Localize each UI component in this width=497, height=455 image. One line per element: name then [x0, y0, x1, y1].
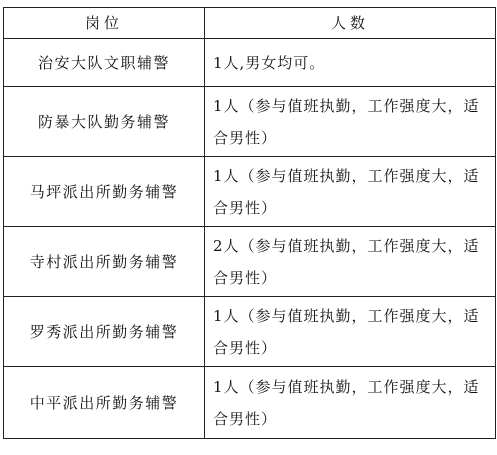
positions-table [3, 7, 496, 439]
count-cell: 1人,男女均可。 [205, 39, 496, 87]
position-cell: 治安大队文职辅警 [4, 39, 205, 87]
count-cell: 1人（参与值班执勤，工作强度大，适合男性） [205, 87, 496, 157]
table-row [4, 39, 496, 87]
header-count: 人数 [205, 8, 496, 39]
position-cell: 罗秀派出所勤务辅警 [4, 297, 205, 367]
table-row [4, 157, 496, 227]
count-cell: 2人（参与值班执勤，工作强度大，适合男性） [205, 227, 496, 297]
table-row [4, 367, 496, 439]
position-cell: 马坪派出所勤务辅警 [4, 157, 205, 227]
table-row [4, 87, 496, 157]
count-cell: 1人（参与值班执勤，工作强度大，适合男性） [205, 297, 496, 367]
position-cell: 中平派出所勤务辅警 [4, 367, 205, 439]
table-header-row [4, 8, 496, 39]
position-cell: 防暴大队勤务辅警 [4, 87, 205, 157]
count-cell: 1人（参与值班执勤，工作强度大，适合男性） [205, 157, 496, 227]
table-row [4, 227, 496, 297]
header-position: 岗位 [4, 8, 205, 39]
count-cell: 1人（参与值班执勤，工作强度大，适合男性） [205, 367, 496, 439]
table-row [4, 297, 496, 367]
position-cell: 寺村派出所勤务辅警 [4, 227, 205, 297]
